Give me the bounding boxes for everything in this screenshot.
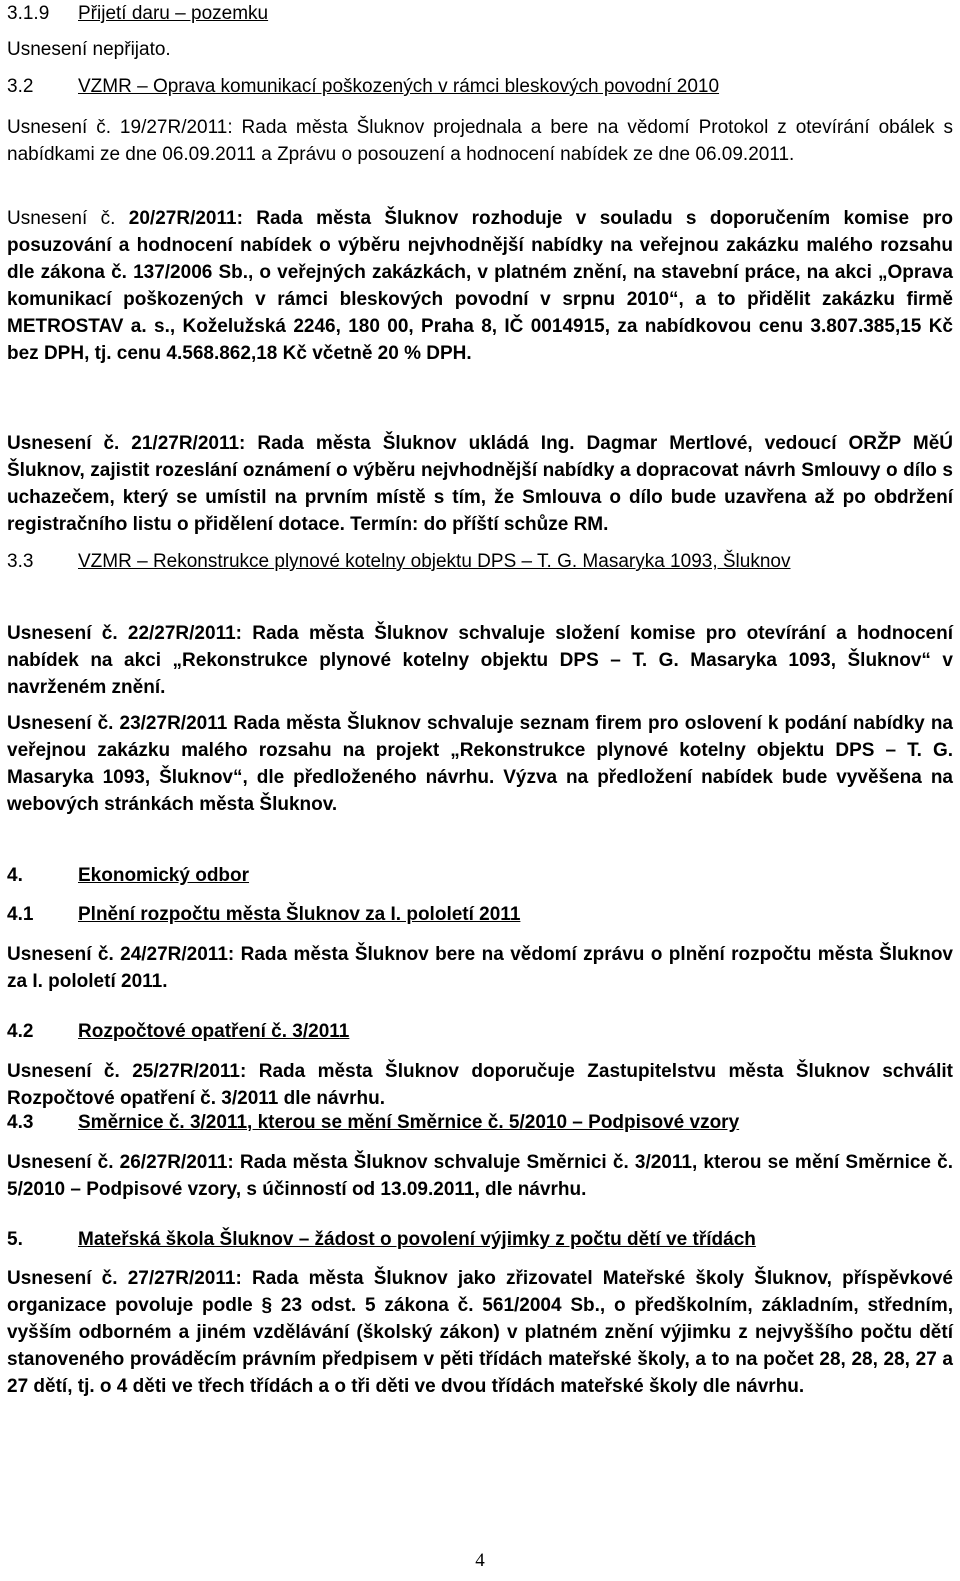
heading-number: 3.2 xyxy=(7,76,34,97)
heading-4-1 xyxy=(7,901,520,928)
heading-title: VZMR – Rekonstrukce plynové kotelny objektu DPS – T. G. Masaryka 1093, Šluknov xyxy=(78,551,791,572)
heading-title: Směrnice č. 3/2011, kterou se mění Směrnice č. 5/2010 – Podpisové vzory xyxy=(78,1112,740,1133)
heading-title: Přijetí daru – pozemku xyxy=(78,3,269,24)
heading-number: 3.3 xyxy=(7,551,34,572)
page-number: 4 xyxy=(475,1550,485,1571)
heading-number: 4.3 xyxy=(7,1112,34,1133)
heading-number: 3.1.9 xyxy=(7,3,50,24)
heading-title: Rozpočtové opatření č. 3/2011 xyxy=(78,1021,350,1042)
heading-number: 4.2 xyxy=(7,1021,34,1042)
resolution-26: Usnesení č. 26/27R/2011: Rada města Šluknov schvaluje Směrnici č. 3/2011, kterou se mění Směrnice č. 5/2010 – Podpisové vzory, s účinností od 13.09.2011, dle návrhu. xyxy=(7,1152,953,1200)
heading-title: Ekonomický odbor xyxy=(78,865,250,886)
heading-title: Plnění rozpočtu města Šluknov za I. pololetí 2011 xyxy=(78,904,521,925)
resolution-21: Usnesení č. 21/27R/2011: Rada města Šluknov ukládá Ing. Dagmar Mertlové, vedoucí ORŽP MěÚ Šluknov, zajistit rozeslání oznámení o výběru nejvhodnější nabídky a dopracovat návrh Smlouvy o dílo s uchazečem, který se umístil na prvním místě s tím, že Smlouva o dílo bude uzavřena až po obdržení registračního listu o přidělení dotace. Termín: do příští schůze RM. xyxy=(7,433,953,535)
heading-4-3 xyxy=(7,1109,739,1136)
resolution-24: Usnesení č. 24/27R/2011: Rada města Šluknov bere na vědomí zprávu o plnění rozpočtu města Šluknov za I. pololetí 2011. xyxy=(7,944,953,992)
heading-title: Mateřská škola Šluknov – žádost o povolení výjimky z počtu dětí ve třídách xyxy=(78,1229,756,1250)
resolution-22: Usnesení č. 22/27R/2011: Rada města Šluknov schvaluje složení komise pro otevírání a hodnocení nabídek na akci „Rekonstrukce plynové kotelny objektu DPS – T. G. Masaryka 1093, Šluknov“ v navrženém znění. xyxy=(7,623,953,698)
heading-number: 5. xyxy=(7,1229,23,1250)
resolution-25: Usnesení č. 25/27R/2011: Rada města Šluknov doporučuje Zastupitelstvu města Šluknov schválit Rozpočtové opatření č. 3/2011 dle návrhu. xyxy=(7,1061,953,1109)
heading-title: VZMR – Oprava komunikací poškozených v rámci bleskových povodní 2010 xyxy=(78,76,720,97)
heading-4-2 xyxy=(7,1018,349,1045)
heading-number: 4.1 xyxy=(7,904,34,925)
resolution-23: Usnesení č. 23/27R/2011 Rada města Šluknov schvaluje seznam firem pro oslovení k podání nabídky na veřejnou zakázku malého rozsahu na projekt „Rekonstrukce plynové kotelny objektu DPS – T. G. Masaryka 1093, Šluknov“, dle předloženého návrhu. Výzva na předložení nabídek bude vyvěšena na webových stránkách města Šluknov. xyxy=(7,713,953,815)
resolution-label: Usnesení č. xyxy=(7,208,116,229)
heading-3-1-9 xyxy=(7,0,268,27)
heading-number: 4. xyxy=(7,865,23,886)
heading-3-2 xyxy=(7,73,719,100)
heading-3-3 xyxy=(7,548,953,575)
resolution-20 xyxy=(7,205,953,367)
heading-5 xyxy=(7,1226,756,1253)
heading-4 xyxy=(7,862,249,889)
resolution-text: 20/27R/2011: Rada města Šluknov rozhoduje v souladu s doporučením komise pro posuzování a hodnocení nabídek o výběru nejvhodnější nabídky na veřejnou zakázku malého rozsahu dle zákona č. 137/2006 Sb., o veřejných zakázkách, v platném znění, na stavební práce, na akci „Oprava komunikací poškozených v rámci bleskových povodní v srpnu 2010“, a to přidělit zakázku firmě METROSTAV a. s., Koželužská 2246, 180 00, Praha 8, IČ 0014915, za nabídkovou cenu 3.807.385,15 Kč bez DPH, tj. cenu 4.568.862,18 Kč včetně 20 % DPH. xyxy=(7,208,953,364)
resolution-not-adopted: Usnesení nepřijato. xyxy=(7,39,171,60)
resolution-27: Usnesení č. 27/27R/2011: Rada města Šluknov jako zřizovatel Mateřské školy Šluknov, příspěvkové organizace povoluje podle § 23 odst. 5 zákona č. 561/2004 Sb., o předškolním, základním, středním, vyšším odborném a jiném vzdělávání (školský zákon) v platném znění výjimku z nejvyššího počtu dětí stanoveného prováděcím právním předpisem v pěti třídách mateřské školy, a to na počet 28, 28, 28, 27 a 27 dětí, tj. o 4 děti ve třech třídách a o tři děti ve dvou třídách mateřské školy dle návrhu. xyxy=(7,1268,953,1397)
resolution-19: Usnesení č. 19/27R/2011: Rada města Šluknov projednala a bere na vědomí Protokol z otevírání obálek s nabídkami ze dne 06.09.2011 a Zprávu o posouzení a hodnocení nabídek ze dne 06.09.2011. xyxy=(7,117,953,165)
